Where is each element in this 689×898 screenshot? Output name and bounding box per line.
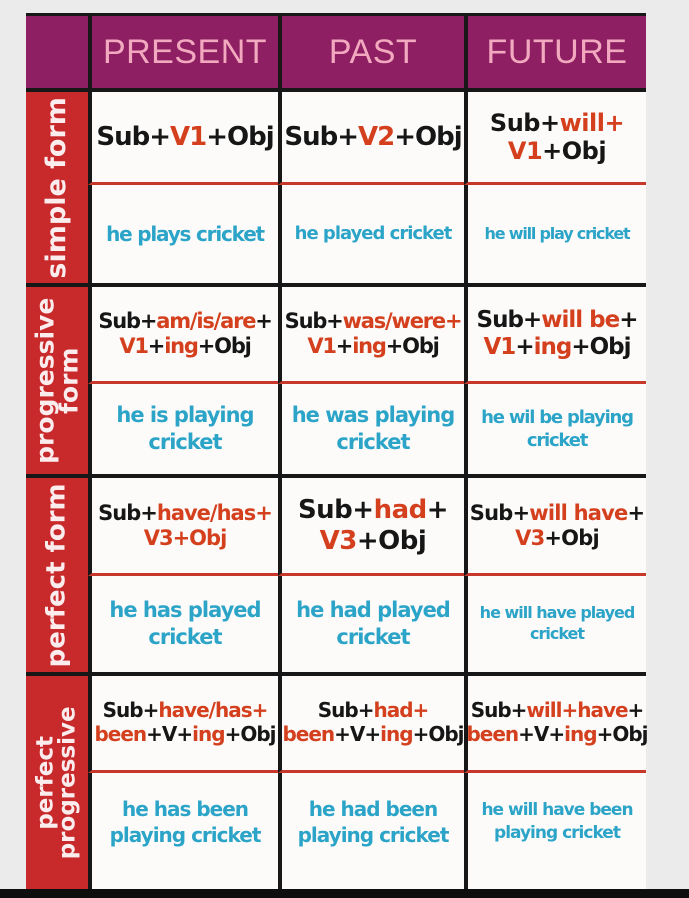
sidebar-label-text: perfect progressive bbox=[32, 706, 80, 860]
formula-line: Sub+had+ bbox=[317, 698, 429, 723]
example-line: he wil be playing bbox=[481, 406, 633, 428]
example-line: he will play cricket bbox=[484, 223, 630, 243]
formula-line: been+V+ing+Obj bbox=[94, 722, 276, 746]
example-cell bbox=[278, 185, 464, 287]
example-cell bbox=[88, 773, 278, 890]
example-line: he had been bbox=[308, 796, 438, 821]
formula-cell bbox=[464, 478, 646, 576]
example-line: cricket bbox=[336, 430, 410, 454]
column-header-past: PAST bbox=[278, 13, 464, 92]
example-line: he will have been bbox=[481, 800, 633, 821]
formula-line: V1+Obj bbox=[507, 137, 607, 165]
sidebar-label-progressive-form bbox=[26, 287, 88, 478]
formula-line: Sub+have/has+ bbox=[102, 698, 268, 723]
formula-line: Sub+V1+Obj bbox=[96, 121, 274, 152]
formula-line: V1+ing+Obj bbox=[483, 334, 631, 360]
example-cell bbox=[464, 773, 646, 890]
formula-line: Sub+had+ bbox=[297, 494, 449, 525]
formula-cell bbox=[278, 287, 464, 384]
formula-cell bbox=[278, 92, 464, 185]
example-cell bbox=[278, 773, 464, 890]
sidebar-label-perfect-progressive bbox=[26, 676, 88, 890]
formula-line: Sub+am/is/are+ bbox=[98, 309, 272, 334]
formula-line: Sub+have/has+ bbox=[98, 500, 272, 525]
example-cell bbox=[278, 576, 464, 676]
formula-cell bbox=[88, 478, 278, 576]
formula-line: Sub+will be+ bbox=[476, 306, 638, 333]
sidebar-label-text: progressive form bbox=[30, 297, 84, 464]
formula-line: been+V+ing+Obj bbox=[466, 722, 648, 746]
example-line: cricket bbox=[336, 625, 410, 649]
example-cell bbox=[464, 185, 646, 287]
formula-line: Sub+will have+ bbox=[469, 500, 645, 525]
column-header-present: PRESENT bbox=[88, 13, 278, 92]
formula-line: Sub+V2+Obj bbox=[284, 121, 462, 152]
sidebar-label-text: simple form bbox=[41, 96, 73, 279]
formula-line: V1+ing+Obj bbox=[307, 334, 439, 358]
formula-cell bbox=[278, 676, 464, 773]
example-line: he will have played bbox=[479, 603, 635, 623]
bottom-bar bbox=[0, 889, 689, 898]
example-line: playing cricket bbox=[297, 822, 449, 847]
example-cell bbox=[88, 185, 278, 287]
example-cell bbox=[464, 384, 646, 478]
example-line: playing cricket bbox=[109, 822, 261, 847]
formula-cell bbox=[464, 287, 646, 384]
sidebar-label-text: perfect form bbox=[41, 483, 72, 667]
example-line: he has been bbox=[121, 796, 249, 821]
tense-table bbox=[26, 13, 646, 890]
example-line: cricket bbox=[529, 624, 585, 643]
example-cell bbox=[464, 576, 646, 676]
formula-line: V3+Obj bbox=[515, 525, 599, 550]
formula-line: been+V+ing+Obj bbox=[282, 722, 464, 746]
example-line: cricket bbox=[148, 625, 222, 649]
formula-line: Sub+was/were+ bbox=[284, 309, 462, 334]
formula-cell bbox=[88, 287, 278, 384]
formula-cell bbox=[278, 478, 464, 576]
formula-line: V3+Obj bbox=[143, 525, 227, 550]
example-cell bbox=[278, 384, 464, 478]
example-line: he is playing bbox=[116, 402, 254, 427]
example-line: he had played bbox=[296, 597, 450, 622]
example-cell bbox=[88, 576, 278, 676]
example-line: cricket bbox=[148, 430, 222, 454]
formula-cell bbox=[464, 92, 646, 185]
sidebar-label-simple form bbox=[26, 92, 88, 287]
example-line: playing cricket bbox=[494, 822, 620, 843]
example-line: he has played bbox=[109, 597, 261, 622]
formula-line: Sub+will+ bbox=[489, 108, 625, 137]
example-line: he played cricket bbox=[294, 223, 452, 245]
column-header-future: FUTURE bbox=[464, 13, 646, 92]
formula-line: Sub+will+have+ bbox=[470, 698, 644, 723]
example-line: he plays cricket bbox=[106, 222, 264, 246]
formula-line: V1+ing+Obj bbox=[119, 334, 251, 358]
example-cell bbox=[88, 384, 278, 478]
sidebar-label-perfect form bbox=[26, 478, 88, 676]
corner-cell bbox=[26, 13, 88, 92]
formula-cell bbox=[88, 676, 278, 773]
formula-cell bbox=[464, 676, 646, 773]
formula-line: V3+Obj bbox=[319, 525, 427, 556]
example-line: he was playing bbox=[291, 402, 455, 427]
formula-cell bbox=[88, 92, 278, 185]
example-line: cricket bbox=[526, 430, 588, 451]
